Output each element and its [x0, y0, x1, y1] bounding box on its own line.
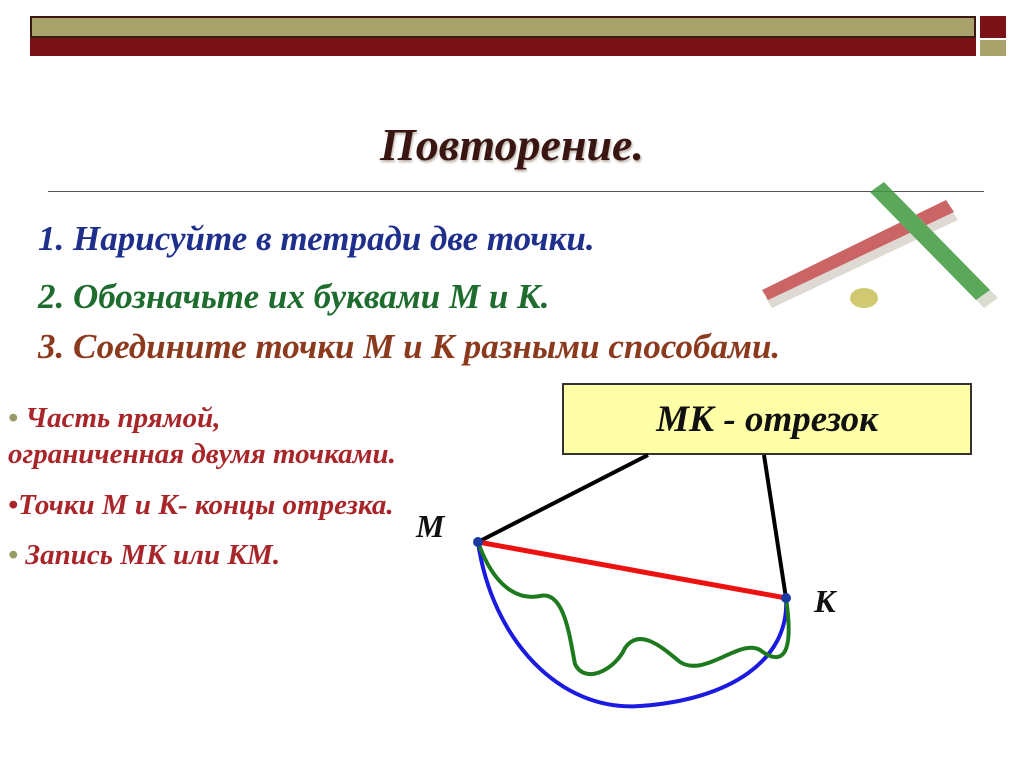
step-3: 3. Соедините точки М и К разными способами. — [38, 327, 781, 366]
callout-pointer-right — [764, 455, 786, 598]
list-item — [8, 400, 398, 473]
list-item — [8, 487, 398, 523]
list-item — [8, 537, 398, 573]
step-1: 1. Нарисуйте в тетради две точки. — [38, 219, 595, 258]
bullet-marker: • — [8, 488, 19, 521]
segment-mk — [478, 542, 786, 598]
point-m-label: М — [416, 508, 445, 544]
arc-connection — [478, 542, 786, 706]
point-m-dot — [473, 537, 483, 547]
callout-pointer-left — [478, 455, 648, 542]
bullet-marker: • — [8, 538, 19, 571]
definition-list — [8, 400, 398, 587]
bullet-text: Часть прямой, ограниченная двумя точками. — [8, 402, 396, 471]
point-k-label: К — [814, 583, 836, 619]
bullet-text: Точки М и К- концы отрезка. — [18, 488, 394, 521]
segment-callout: МК - отрезок — [562, 383, 972, 455]
bullet-marker: • — [8, 402, 19, 434]
point-k-dot — [781, 593, 791, 603]
bullet-text: Запись МК или КМ. — [25, 538, 281, 571]
step-2: 2. Обозначьте их буквами М и К. — [38, 277, 550, 316]
slide-title: Повторение. — [380, 119, 644, 170]
